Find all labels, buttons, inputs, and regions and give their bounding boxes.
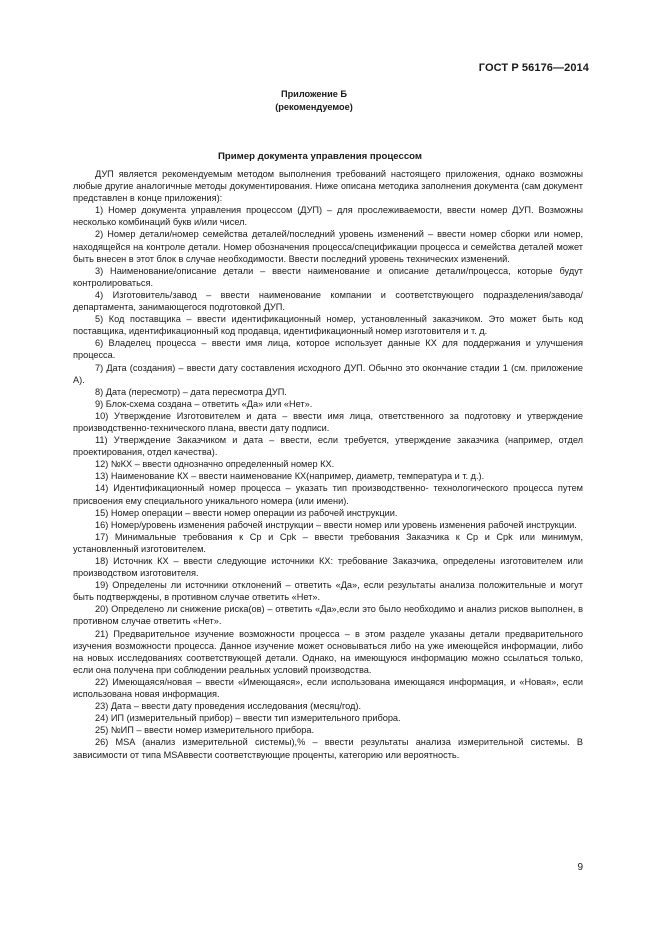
paragraph: 8) Дата (пересмотр) – дата пересмотра ДУП. [95,386,287,397]
paragraph: 2) Номер детали/номер семейства деталей/последний уровень изменений – ввести номер сборки или номер, находящейся на контроле детали. Номер обозначения процесса/спецификации процесса и семейства деталей может быть внесен в этот блок в случае необходимости. Ввести последний уровень технических изменений. [73,229,583,264]
appendix-subtitle: (рекомендуемое) [275,102,353,112]
paragraph: 14) Идентификационный номер процесса – указать тип производственно- технологического процесса путем присвоения ему специального уникального номера (или имени). [73,483,583,506]
section-title: Пример документа управления процессом [218,151,422,162]
appendix-heading [0,88,628,114]
paragraph: ДУП является рекомендуемым методом выполнения требований настоящего приложения, однако возможны любые другие аналогичные методы документирования. Ниже описана методика заполнения документа (сам документ представлен в конце приложения): [73,169,583,204]
paragraph: 26) MSA (анализ измерительной системы),% – ввести результаты анализа измерительной системы. В зависимости от типа MSAввести соответствующие проценты, категорию или вероятность. [73,737,583,760]
paragraph: 1) Номер документа управления процессом (ДУП) – для прослеживаемости, ввести номер ДУП. Возможны несколько комбинаций букв и/или чисел. [73,205,583,228]
paragraph: 17) Минимальные требования к Cp и Cpk – ввести требования Заказчика к Cp и Cpk или минимум, установленный изготовителем. [73,531,583,554]
paragraph: 9) Блок-схема создана – ответить «Да» или «Нет». [95,398,313,409]
paragraph: 20) Определено ли снижение риска(ов) – ответить «Да»,если это было необходимо и анализ рисков выполнен, в противном случае ответить «Нет». [73,604,583,627]
paragraph: 18) Источник КХ – ввести следующие источники КХ: требование Заказчика, определены изготовителем или производством изготовителя. [73,556,583,579]
paragraph: 21) Предварительное изучение возможности процесса – в этом разделе указаны детали предварительного изучения возможности процесса. Данное изучение может основываться либо на уже имеющейся информации, либо на новых исследованиях соответствующей детали. Однако, на имеющуюся информацию можно ссылаться только, если она получена при соблюдении реальных условий производства. [73,628,583,675]
paragraph: 3) Наименование/описание детали – ввести наименование и описание детали/процесса, которые будут контролироваться. [73,265,583,288]
body-text [73,168,583,761]
paragraph: 6) Владелец процесса – ввести имя лица, которое использует данные КХ для поддержания и улучшения процесса. [73,338,583,361]
page-number: 9 [577,862,583,873]
paragraph: 7) Дата (создания) – ввести дату составления исходного ДУП. Обычно это окончание стадии 1 (см. приложение А). [73,362,583,385]
paragraph: 10) Утверждение Изготовителем и дата – ввести имя лица, ответственного за подготовку и утверждение производственно-технического плана, ввести дату подписи. [73,410,583,433]
paragraph: 12) №КХ – ввести однозначно определенный номер КХ. [95,459,335,470]
paragraph: 22) Имеющаяся/новая – ввести «Имеющаяся», если использована имеющаяся информация, и «Новая», если использована новая информация. [73,676,583,700]
paragraph: 5) Код поставщика – ввести идентификационный номер, установленный заказчиком. Это может быть код поставщика, идентификационный код продавца, идентификационный номер изготовителя и т. д. [73,314,583,337]
paragraph: 4) Изготовитель/завод – ввести наименование компании и соответствующего подразделения/завода/департамента, занимающегося подготовкой ДУП. [73,289,583,313]
paragraph: 15) Номер операции – ввести номер операции из рабочей инструкции. [95,507,398,518]
paragraph: 19) Определены ли источники отклонений – ответить «Да», если результаты анализа положительные и могут быть подтверждены, в противном случае ответить «Нет». [73,580,583,603]
appendix-title: Приложение Б [280,89,348,99]
paragraph: 23) Дата – ввести дату проведения исследования (месяц/год). [95,701,362,712]
paragraph: 16) Номер/уровень изменения рабочей инструкции – ввести номер или уровень изменения рабочей инструкции. [95,519,577,530]
paragraph: 13) Наименование КХ – ввести наименование КХ(например, диаметр, температура и т. д.). [95,471,485,482]
paragraph: 24) ИП (измерительный прибор) – ввести тип измерительного прибора. [95,713,401,724]
standard-header: ГОСТ Р 56176—2014 [478,62,589,74]
paragraph: 25) №ИП – ввести номер измерительного прибора. [95,725,315,736]
paragraph: 11) Утверждение Заказчиком и дата – ввести, если требуется, утверждение заказчика (например, отдел проектирования, отдел качества). [73,435,583,458]
